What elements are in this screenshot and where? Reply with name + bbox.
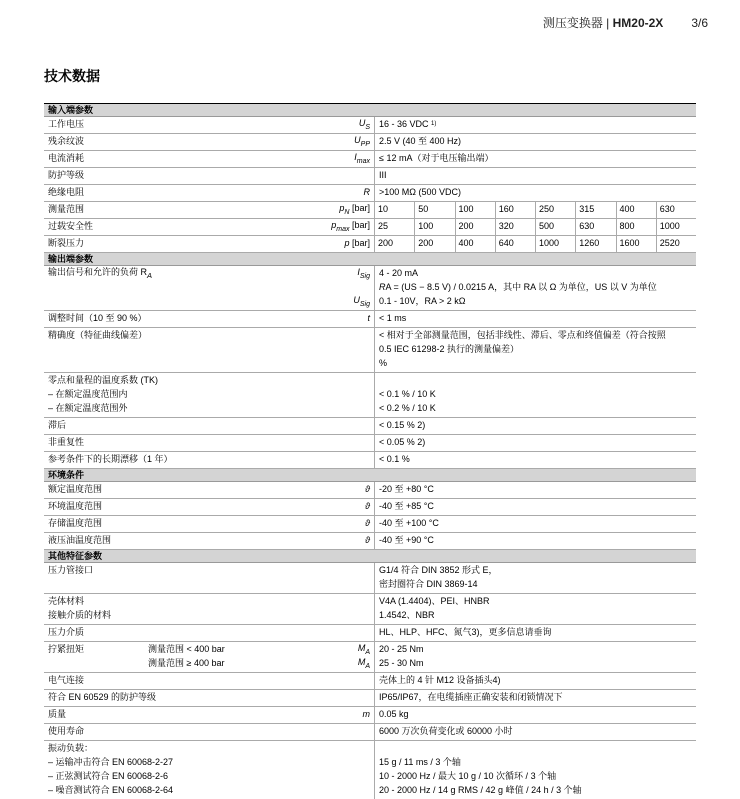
row-hysteresis: 滞后 < 0.15 % 2) bbox=[44, 418, 696, 435]
cell-range-7: 630 bbox=[656, 202, 696, 218]
row-life: 使用寿命 6000 万次负荷变化或 60000 小时 bbox=[44, 724, 696, 741]
section-output: 输出端参数 bbox=[44, 253, 696, 266]
row-range: 测量范围 $p_N$ [bar] 10 50 100 160 250 315 400 630 bbox=[44, 202, 696, 219]
cell-burst-4: 1000 bbox=[535, 236, 575, 252]
page-title: 技术数据 bbox=[44, 68, 100, 84]
section-other: 其他特征参数 bbox=[44, 550, 696, 563]
row-overload: 过载安全性 $p_{max}$ [bar] 25 100 200 320 500 630 800 1000 bbox=[44, 219, 696, 236]
cell-overload-1: 100 bbox=[414, 219, 454, 235]
cell-range-2: 100 bbox=[455, 202, 495, 218]
row-ip: 符合 EN 60529 的防护等级 IP65/IP67，在电缆插座正确安装和闭锁情况下 bbox=[44, 690, 696, 707]
row-fluid-temp: 液压油温度范围 ϑ -40 至 +90 °C bbox=[44, 533, 696, 550]
cell-range-0: 10 bbox=[378, 204, 389, 215]
row-ripple: 残余纹波 $U_{PP}$ 2.5 V (40 至 400 Hz) bbox=[44, 134, 696, 151]
cell-range-1: 50 bbox=[414, 202, 454, 218]
row-elec: 电气连接 壳体上的 4 针 M12 设备插头4) bbox=[44, 673, 696, 690]
cell-overload-6: 800 bbox=[616, 219, 656, 235]
cell-range-5: 315 bbox=[575, 202, 615, 218]
row-materials: 壳体材料 接触介质的材料 V4A (1.4404)、PEI、HNBR 1.4542、NBR bbox=[44, 594, 696, 625]
row-voltage: 工作电压 $U_S$ 16 - 36 VDC 1) bbox=[44, 117, 696, 134]
cell-burst-2: 400 bbox=[455, 236, 495, 252]
cell-burst-5: 1260 bbox=[575, 236, 615, 252]
row-rated-temp: 额定温度范围 ϑ -20 至 +80 °C bbox=[44, 482, 696, 499]
cell-burst-1: 200 bbox=[414, 236, 454, 252]
row-accuracy: 精确度（特征曲线偏差） < 相对于全部测量范围，包括非线性、滞后、零点和终值偏差（符合按照 0.5 IEC 61298-2 执行的测量偏差） % bbox=[44, 328, 696, 373]
row-settle: 调整时间（10 至 90 %） t < 1 ms bbox=[44, 311, 696, 328]
row-port: 压力管接口 G1/4 符合 DIN 3852 形式 E， 密封圈符合 DIN 3869-14 bbox=[44, 563, 696, 594]
pressure-cells-burst bbox=[374, 236, 696, 252]
row-torque: 拧紧扭矩 测量范围 < 400 bar $M_A$ 测量范围 ≥ 400 bar $M_A$ 20 - 25 Nm 25 - 30 Nm bbox=[44, 642, 696, 673]
section-env: 环境条件 bbox=[44, 469, 696, 482]
pressure-cells-range bbox=[374, 202, 696, 218]
cell-burst-3: 640 bbox=[495, 236, 535, 252]
row-protection: 防护等级 III bbox=[44, 168, 696, 185]
cell-overload-0: 25 bbox=[378, 221, 389, 232]
row-vibration: 振动负载： – 运输冲击符合 EN 60068-2-27 – 正弦测试符合 EN 60068-2-6 – 噪音测试符合 EN 60068-2-64 15 g / 11 ms / 3 个轴 10 - 2000 Hz / 最大 10 g / 10 次循环 / 3 个轴 20 - 2000 Hz / 14 g RMS / 42 g 峰值 / 24 h / 3 个轴 bbox=[44, 741, 696, 799]
row-media: 压力介质 HL、HLP、HFC、氮气3)，更多信息请垂询 bbox=[44, 625, 696, 642]
header-product: 测压变换器 bbox=[542, 16, 603, 30]
cell-range-6: 400 bbox=[616, 202, 656, 218]
cell-range-3: 160 bbox=[495, 202, 535, 218]
cell-overload-2: 200 bbox=[455, 219, 495, 235]
row-ambient-temp: 环境温度范围 ϑ -40 至 +85 °C bbox=[44, 499, 696, 516]
row-burst: 断裂压力 p [bar] 200 200 400 640 1000 1260 1600 2520 bbox=[44, 236, 696, 253]
row-mass: 质量 m 0.05 kg bbox=[44, 707, 696, 724]
row-insulation: 绝缘电阻 R >100 MΩ (500 VDC) bbox=[44, 185, 696, 202]
cell-overload-5: 630 bbox=[575, 219, 615, 235]
cell-range-4: 250 bbox=[535, 202, 575, 218]
cell-overload-7: 1000 bbox=[656, 219, 696, 235]
pressure-cells-overload bbox=[374, 219, 696, 235]
row-drift: 参考条件下的长期漂移（1 年） < 0.1 % bbox=[44, 452, 696, 469]
section-input: 输入端参数 bbox=[44, 104, 696, 117]
header-model: HM20-2X bbox=[612, 16, 664, 30]
page-number: 3/6 bbox=[691, 16, 708, 30]
row-signal: 输出信号和允许的负荷 $R_A$ $I_{Sig}$ $U_{Sig}$ 4 - 20 mA RA = (US − 8.5 V) / 0.0215 A，其中 RA 以 Ω 为单位，US 以 V 为单位 0.1 - 10V，RA > 2 kΩ bbox=[44, 266, 696, 311]
row-tk: 零点和量程的温度系数 (TK) – 在额定温度范围内 – 在额定温度范围外 < 0.1 % / 10 K < 0.2 % / 10 K bbox=[44, 373, 696, 418]
cell-burst-7: 2520 bbox=[656, 236, 696, 252]
page-header: 测压变换器 | HM20-2X 3/6 bbox=[542, 16, 708, 30]
row-storage-temp: 存储温度范围 ϑ -40 至 +100 °C bbox=[44, 516, 696, 533]
cell-overload-4: 500 bbox=[535, 219, 575, 235]
row-current: 电流消耗 $I_{max}$ ≤ 12 mA（对于电压输出端） bbox=[44, 151, 696, 168]
cell-overload-3: 320 bbox=[495, 219, 535, 235]
cell-burst-0: 200 bbox=[378, 238, 394, 249]
tech-data-table bbox=[44, 103, 696, 799]
row-repeat: 非重复性 < 0.05 % 2) bbox=[44, 435, 696, 452]
cell-burst-6: 1600 bbox=[616, 236, 656, 252]
